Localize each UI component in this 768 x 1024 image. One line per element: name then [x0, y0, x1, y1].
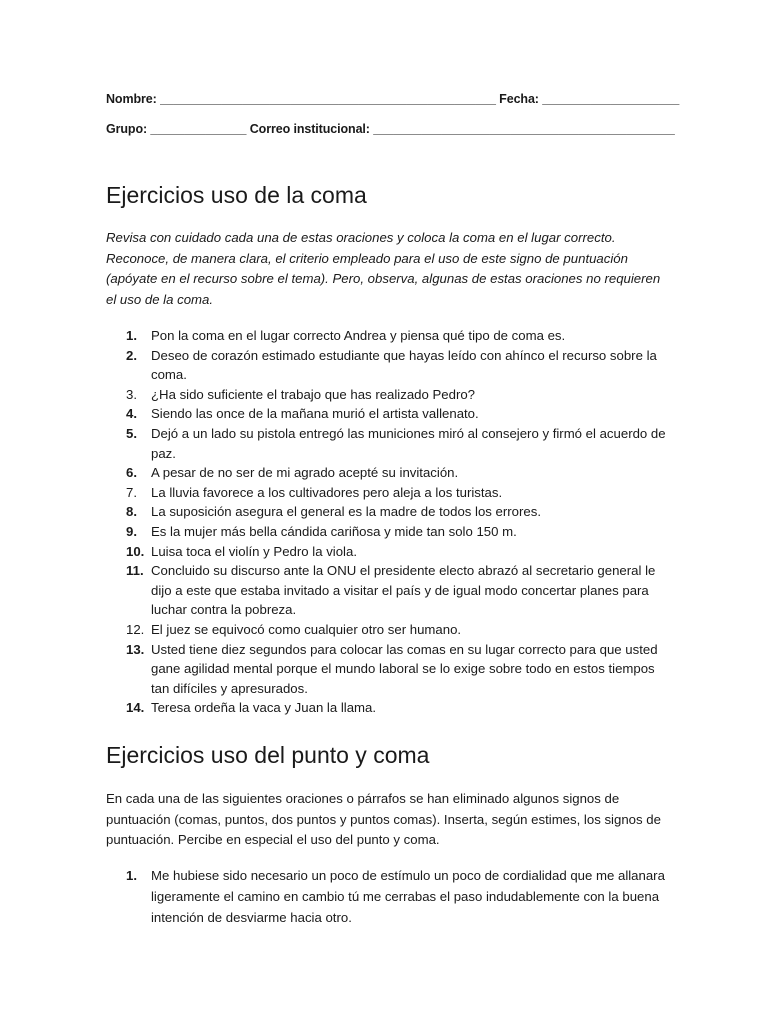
- item-number: 5.: [126, 425, 137, 441]
- item-number: 11.: [126, 563, 144, 579]
- list-item: [106, 522, 672, 542]
- list-item: [106, 865, 672, 928]
- item-number: 1.: [126, 868, 137, 883]
- item-text: La suposición asegura el general es la madre de todos los errores.: [151, 504, 541, 520]
- list-item: [106, 640, 672, 699]
- list-item: [106, 385, 672, 405]
- list-item: [106, 346, 672, 385]
- item-text: La lluvia favorece a los cultivadores pero aleja a los turistas.: [151, 484, 503, 500]
- item-number: 13.: [126, 641, 145, 657]
- item-number: 10.: [126, 543, 145, 559]
- item-number: 1.: [126, 328, 137, 343]
- item-text: A pesar de no ser de mi agrado acepté su invitación.: [151, 465, 459, 481]
- group-email-line: Grupo: ______________ Correo institucional: ____________________________________________: [106, 122, 675, 136]
- item-text: Siendo las once de la mañana murió el artista vallenato.: [151, 406, 479, 422]
- item-text: Pon la coma en el lugar correcto Andrea y piensa qué tipo de coma es.: [151, 328, 566, 343]
- list-item: [106, 698, 672, 718]
- instructions-punto-y-coma: En cada una de las siguientes oraciones o párrafos se han eliminado algunos signos de puntuación (comas, puntos, dos puntos y puntos comas). Inserta, según estimes, los signos de puntuación. Percibe en especial el uso del punto y coma.: [106, 791, 661, 847]
- section-title-coma: Ejercicios uso de la coma: [106, 182, 367, 208]
- item-number: 2.: [126, 347, 137, 363]
- item-text: Teresa ordeña la vaca y Juan la llama.: [151, 700, 377, 716]
- item-text: Me hubiese sido necesario un poco de estímulo un poco de cordialidad que me allanara ligeramente el camino en cambio tú me cerrabas el paso indudablemente con la buena intención de desviarme hacia otro.: [151, 868, 665, 925]
- exercise-list-punto-y-coma: [106, 865, 672, 928]
- item-number: 3.: [126, 386, 137, 402]
- list-item: [106, 463, 672, 483]
- list-item: [106, 404, 672, 424]
- item-text: Es la mujer más bella cándida cariñosa y mide tan solo 150 m.: [151, 523, 517, 539]
- list-item: [106, 542, 672, 562]
- item-number: 7.: [126, 484, 137, 500]
- item-text: Concluido su discurso ante la ONU el presidente electo abrazó al secretario general le dijo a este que estaba invitado a visitar el país y de igual modo concertar planes para luchar contra la pobreza.: [151, 563, 656, 618]
- item-text: ¿Ha sido suficiente el trabajo que has realizado Pedro?: [151, 386, 476, 402]
- item-text: Luisa toca el violín y Pedro la viola.: [151, 543, 357, 559]
- item-number: 14.: [126, 700, 145, 716]
- instructions-coma: Revisa con cuidado cada una de estas oraciones y coloca la coma en el lugar correcto. Reconoce, de manera clara, el criterio empleado para el uso de este signo de puntuación (apóyate en el recurso sobre el tema). Pero, observa, algunas de estas oraciones no requieren el uso de la coma.: [106, 230, 661, 307]
- list-item: [106, 561, 672, 620]
- item-text: El juez se equivocó como cualquier otro ser humano.: [151, 621, 462, 637]
- name-date-line: Nombre: _________________________________________________ Fecha: ____________________: [106, 92, 680, 106]
- item-number: 12.: [126, 621, 145, 637]
- list-item: [106, 326, 672, 346]
- list-item: [106, 620, 672, 640]
- item-number: 6.: [126, 465, 137, 481]
- item-number: 4.: [126, 406, 137, 422]
- item-text: Deseo de corazón estimado estudiante que hayas leído con ahínco el recurso sobre la coma.: [151, 347, 657, 383]
- item-text: Dejó a un lado su pistola entregó las municiones miró al consejero y firmó el acuerdo de paz.: [151, 425, 666, 461]
- list-item: [106, 483, 672, 503]
- item-number: 9.: [126, 523, 137, 539]
- item-text: Usted tiene diez segundos para colocar las comas en su lugar correcto para que usted gane agilidad mental porque el mundo laboral se lo exige sobre todo en estos tiempos tan difíciles y apresurados.: [151, 641, 658, 696]
- exercise-list-coma: [106, 326, 672, 718]
- section-title-punto-y-coma: Ejercicios uso del punto y coma: [106, 742, 430, 768]
- list-item: [106, 424, 672, 463]
- list-item: [106, 502, 672, 522]
- item-number: 8.: [126, 504, 137, 520]
